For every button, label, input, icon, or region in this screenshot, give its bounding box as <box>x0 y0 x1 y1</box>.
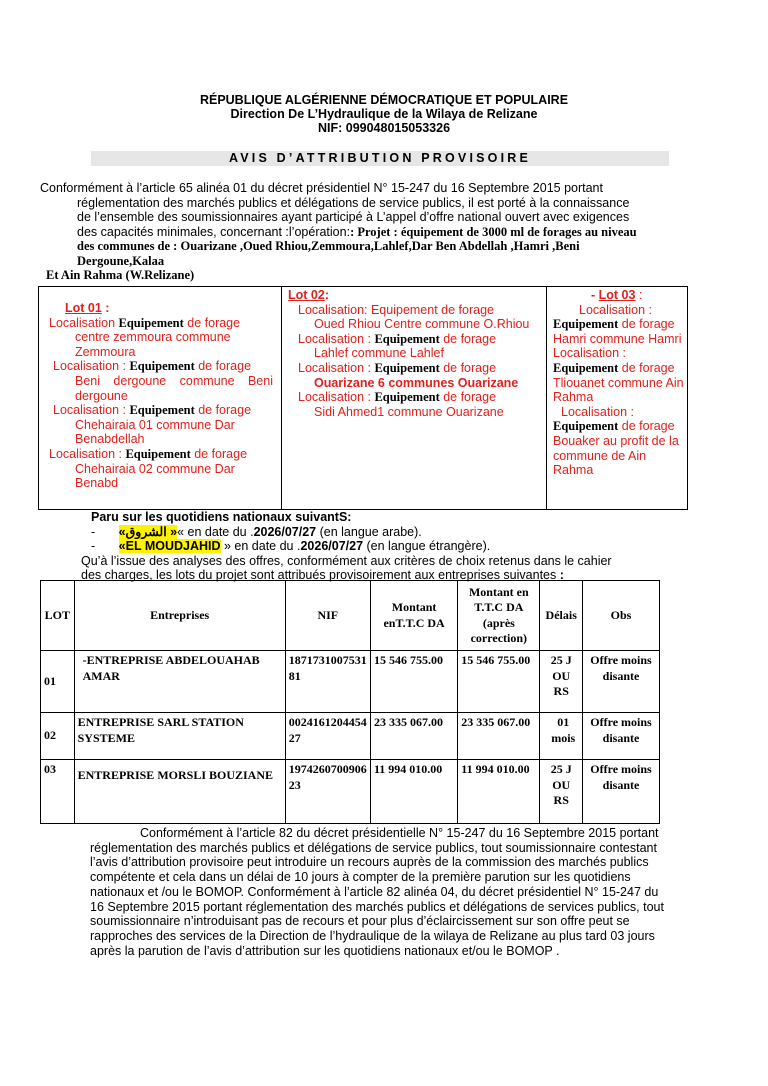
cell-nif: 187173100753181 <box>285 651 370 713</box>
analysis-line: Qu’à l’issue des analyses des offres, conformément aux critères de choix retenus dans le cahier <box>81 553 612 568</box>
lot-02-suffix: : <box>324 288 329 302</box>
cell-delais: 25 JOURS <box>540 651 583 713</box>
table-header-row <box>41 581 660 651</box>
header-direction: Direction De L’Hydraulique de la Wilaya de Relizane <box>230 107 538 121</box>
lot-03-item <box>553 346 685 404</box>
equipement-label: Equipement <box>374 331 440 346</box>
col-header-delais: Délais <box>540 581 583 651</box>
localisation-place: Sidi Ahmed1 commune Ouarizane <box>314 404 504 419</box>
equipement-label: Equipement <box>553 360 619 375</box>
analysis-colon: : <box>556 568 564 582</box>
localisation-label: Localisation : <box>553 346 626 361</box>
lot-03-title: Lot 03 <box>598 288 636 302</box>
publication-date: 2026/07/27 <box>300 539 364 553</box>
document-header <box>0 93 768 135</box>
list-dash: - <box>91 524 96 539</box>
col-header-nif: NIF <box>285 581 370 651</box>
equipement-label: Equipement <box>553 419 619 434</box>
forage-label: de forage <box>194 359 252 374</box>
intro-paragraph <box>40 181 720 283</box>
forage-label: de forage <box>618 360 675 375</box>
date-text: « en date du . <box>177 524 254 539</box>
lot-02-column <box>282 287 547 509</box>
analysis-text: des charges, les lots du projet sont attribués provisoirement aux entreprises suivantes <box>81 568 557 582</box>
lot-03-column <box>547 287 689 509</box>
intro-project-end: Et Ain Rahma (W.Relizane) <box>46 268 195 282</box>
intro-line: réglementation des marchés publics et délégations de service publics, il est porté à la connaissance <box>77 195 630 210</box>
table-row <box>41 651 660 713</box>
newspaper-name: «الشروق » <box>118 524 178 539</box>
intro-operation: des capacités minimales, concernant :l’opération: <box>77 224 351 239</box>
lot-03-item <box>553 405 685 478</box>
forage-label: de forage <box>183 315 241 330</box>
table-row <box>41 760 660 824</box>
intro-line: de l’ensemble des soumissionnaires ayant participé à L’appel d’offre national ouvert avec exigences <box>77 210 630 224</box>
localisation-label: Localisation : <box>298 331 375 346</box>
closing-line: compétente et cela dans un délai de 10 jours à compter de la première parution sur les quotidiens <box>90 870 631 885</box>
lot-03-prefix: - <box>591 288 599 302</box>
closing-line: Conformément à l’article 82 du décret présidentielle N° 15-247 du 16 Septembre 2015 portant <box>140 826 659 840</box>
intro-line <box>40 225 720 240</box>
intro-project: : Projet : équipement de 3000 ml de forages au niveau <box>350 224 637 239</box>
forage-label: de forage <box>618 419 675 434</box>
col-header-obs: Obs <box>583 581 660 651</box>
cell-obs: Offre moins disante <box>583 713 660 760</box>
col-header-montant-corrige: Montant en T.T.C DA (après correction) <box>458 581 540 651</box>
publication-title: Paru sur les quotidiens nationaux suivantS: <box>91 510 352 524</box>
equipement-label: Equipement <box>553 317 619 332</box>
equipement-label: Equipement <box>118 315 184 330</box>
forage-label: de forage <box>439 331 497 346</box>
cell-obs: Offre moins disante <box>583 651 660 713</box>
notice-title-banner: AVIS D’ATTRIBUTION PROVISOIRE <box>91 151 669 166</box>
lot-01-item <box>49 447 273 491</box>
lot-03-heading <box>553 288 685 303</box>
localisation-label: Localisation : <box>49 446 126 461</box>
cell-montant: 15 546 755.00 <box>370 651 457 713</box>
col-header-montant: Montant enT.T.C DA <box>370 581 457 651</box>
localisation-place: Chehairaia 02 commune Dar Benabd <box>75 461 235 491</box>
equipement-label: Equipement <box>374 390 440 405</box>
lot-01-suffix: : <box>101 301 110 315</box>
closing-line: nationaux et /ou le BOMOP. Conformément à l’article 82 alinéa 04, du décret présidentiel N° 15-247 du <box>90 884 659 899</box>
closing-line: soumissionnaire n’introduisant pas de recours et pour plus d’éclaircissement sur son offre peut se <box>90 914 630 929</box>
closing-line: rapproches des services de la Direction de l’hydraulique de la wilaya de Relizane au plus tard 03 jours <box>90 928 655 943</box>
closing-paragraph <box>90 826 720 958</box>
cell-montant-corrige: 23 335 067.00 <box>458 713 540 760</box>
publication-item-arabic <box>91 525 691 540</box>
cell-lot: 03 <box>41 760 75 824</box>
lot-01-item <box>49 316 273 360</box>
localisation-label: Localisation : <box>561 404 634 419</box>
localisation-place: Tliouanet commune Ain Rahma <box>553 375 684 405</box>
closing-line: l’avis d’attribution provisoire peut introduire un recours auprès de la commission des marchés publics <box>90 855 649 870</box>
publication-section <box>81 510 691 583</box>
cell-obs: Offre moins disante <box>583 760 660 824</box>
lot-02-item <box>288 361 538 390</box>
lot-01-column <box>39 287 282 509</box>
newspaper-name: «EL MOUDJAHID <box>118 539 221 553</box>
localisation-label: Localisation : <box>579 302 652 317</box>
localisation-label: Localisation : <box>53 403 130 418</box>
cell-entreprise: ENTREPRISE MORSLI BOUZIANE <box>74 760 285 824</box>
cell-montant: 23 335 067.00 <box>370 713 457 760</box>
table-row <box>41 713 660 760</box>
cell-entreprise: ENTREPRISE SARL STATION SYSTEME <box>74 713 285 760</box>
localisation-place: Oued Rhiou Centre commune O.Rhiou <box>314 317 530 332</box>
lot-02-item <box>288 303 538 332</box>
cell-entreprise: -ENTREPRISE ABDELOUAHAB AMAR <box>74 651 285 713</box>
lots-table <box>38 286 688 510</box>
header-nif: NIF: 099048015053326 <box>317 121 451 135</box>
lot-02-heading <box>288 288 538 303</box>
col-header-lot: LOT <box>41 581 75 651</box>
forage-label: de forage <box>437 302 494 317</box>
closing-line: après la parution de l’avis d’attribution sur les quotidiens nationaux et/ou le BOMOP . <box>90 943 560 958</box>
closing-line: réglementation des marchés publics et délégations de service publics, tout soumissionnaire contestant <box>90 840 657 855</box>
localisation-place: Beni dergoune commune Beni dergoune <box>75 373 273 403</box>
cell-lot: 01 <box>41 651 75 713</box>
localisation-label: Localisation : <box>298 390 375 405</box>
intro-project-communes: des communes de : Ouarizane ,Oued Rhiou,Zemmoura,Lahlef,Dar Ben Abdellah ,Hamri ,Beni <box>77 239 580 253</box>
language-note: (en langue arabe). <box>316 524 422 539</box>
intro-line: Conformément à l’article 65 alinéa 01 du décret présidentiel N° 15-247 du 16 Septembre 2015 portant <box>40 181 603 195</box>
lot-03-suffix: : <box>635 288 643 302</box>
lot-02-item <box>288 332 538 361</box>
lot-01-item <box>49 359 273 403</box>
equipement-label: Equipement <box>129 359 195 374</box>
cell-montant: 11 994 010.00 <box>370 760 457 824</box>
intro-project-communes-cont: Dergoune,Kalaa <box>77 253 165 268</box>
equipement-label: Equipement <box>374 360 440 375</box>
localisation-place: Bouaker au profit de la commune de Ain Rahma <box>553 433 679 478</box>
language-note: (en langue étrangère). <box>363 539 491 553</box>
equipement-label: Equipement <box>125 446 191 461</box>
lot-01-title: Lot 01 <box>65 301 102 315</box>
lot-02-item <box>288 390 538 419</box>
localisation-place: Ouarizane 6 communes Ouarizane <box>314 375 519 390</box>
cell-nif: 197426070090623 <box>285 760 370 824</box>
localisation-place: Lahlef commune Lahlef <box>314 346 444 361</box>
publication-item-foreign <box>91 539 691 554</box>
header-republic: RÉPUBLIQUE ALGÉRIENNE DÉMOCRATIQUE ET POPULAIRE <box>199 93 569 107</box>
forage-label: de forage <box>439 360 497 375</box>
forage-label: de forage <box>190 446 248 461</box>
localisation-label: Localisation : <box>53 359 130 374</box>
cell-delais: 25 JOURS <box>540 760 583 824</box>
closing-line: 16 Septembre 2015 portant réglementation des marchés publics et délégations de services publics, tout <box>90 899 664 914</box>
cell-lot: 02 <box>41 713 75 760</box>
lot-02-title: Lot 02 <box>288 288 325 302</box>
cell-montant-corrige: 11 994 010.00 <box>458 760 540 824</box>
lot-03-item <box>553 303 685 347</box>
cell-nif: 002416120445427 <box>285 713 370 760</box>
lot-01-heading <box>49 301 273 316</box>
localisation-place: Hamri commune Hamri <box>553 331 682 346</box>
col-header-entreprises: Entreprises <box>74 581 285 651</box>
equipement-label: Equipement <box>129 403 195 418</box>
list-dash: - <box>91 539 96 553</box>
localisation-label: Localisation <box>49 315 119 330</box>
cell-delais: 01 mois <box>540 713 583 760</box>
forage-label: de forage <box>194 403 252 418</box>
localisation-label: Localisation: <box>298 302 371 317</box>
forage-label: de forage <box>439 390 497 405</box>
lot-01-item <box>49 403 273 447</box>
equipement-label: Equipement <box>370 302 438 317</box>
localisation-place: Chehairaia 01 commune Dar Benabdellah <box>75 417 235 447</box>
attribution-table <box>40 580 660 824</box>
localisation-label: Localisation : <box>298 360 375 375</box>
date-text: » en date du . <box>220 539 301 553</box>
publication-date: 2026/07/27 <box>253 524 317 539</box>
cell-montant-corrige: 15 546 755.00 <box>458 651 540 713</box>
forage-label: de forage <box>618 317 675 332</box>
localisation-place: centre zemmoura commune Zemmoura <box>75 330 231 359</box>
